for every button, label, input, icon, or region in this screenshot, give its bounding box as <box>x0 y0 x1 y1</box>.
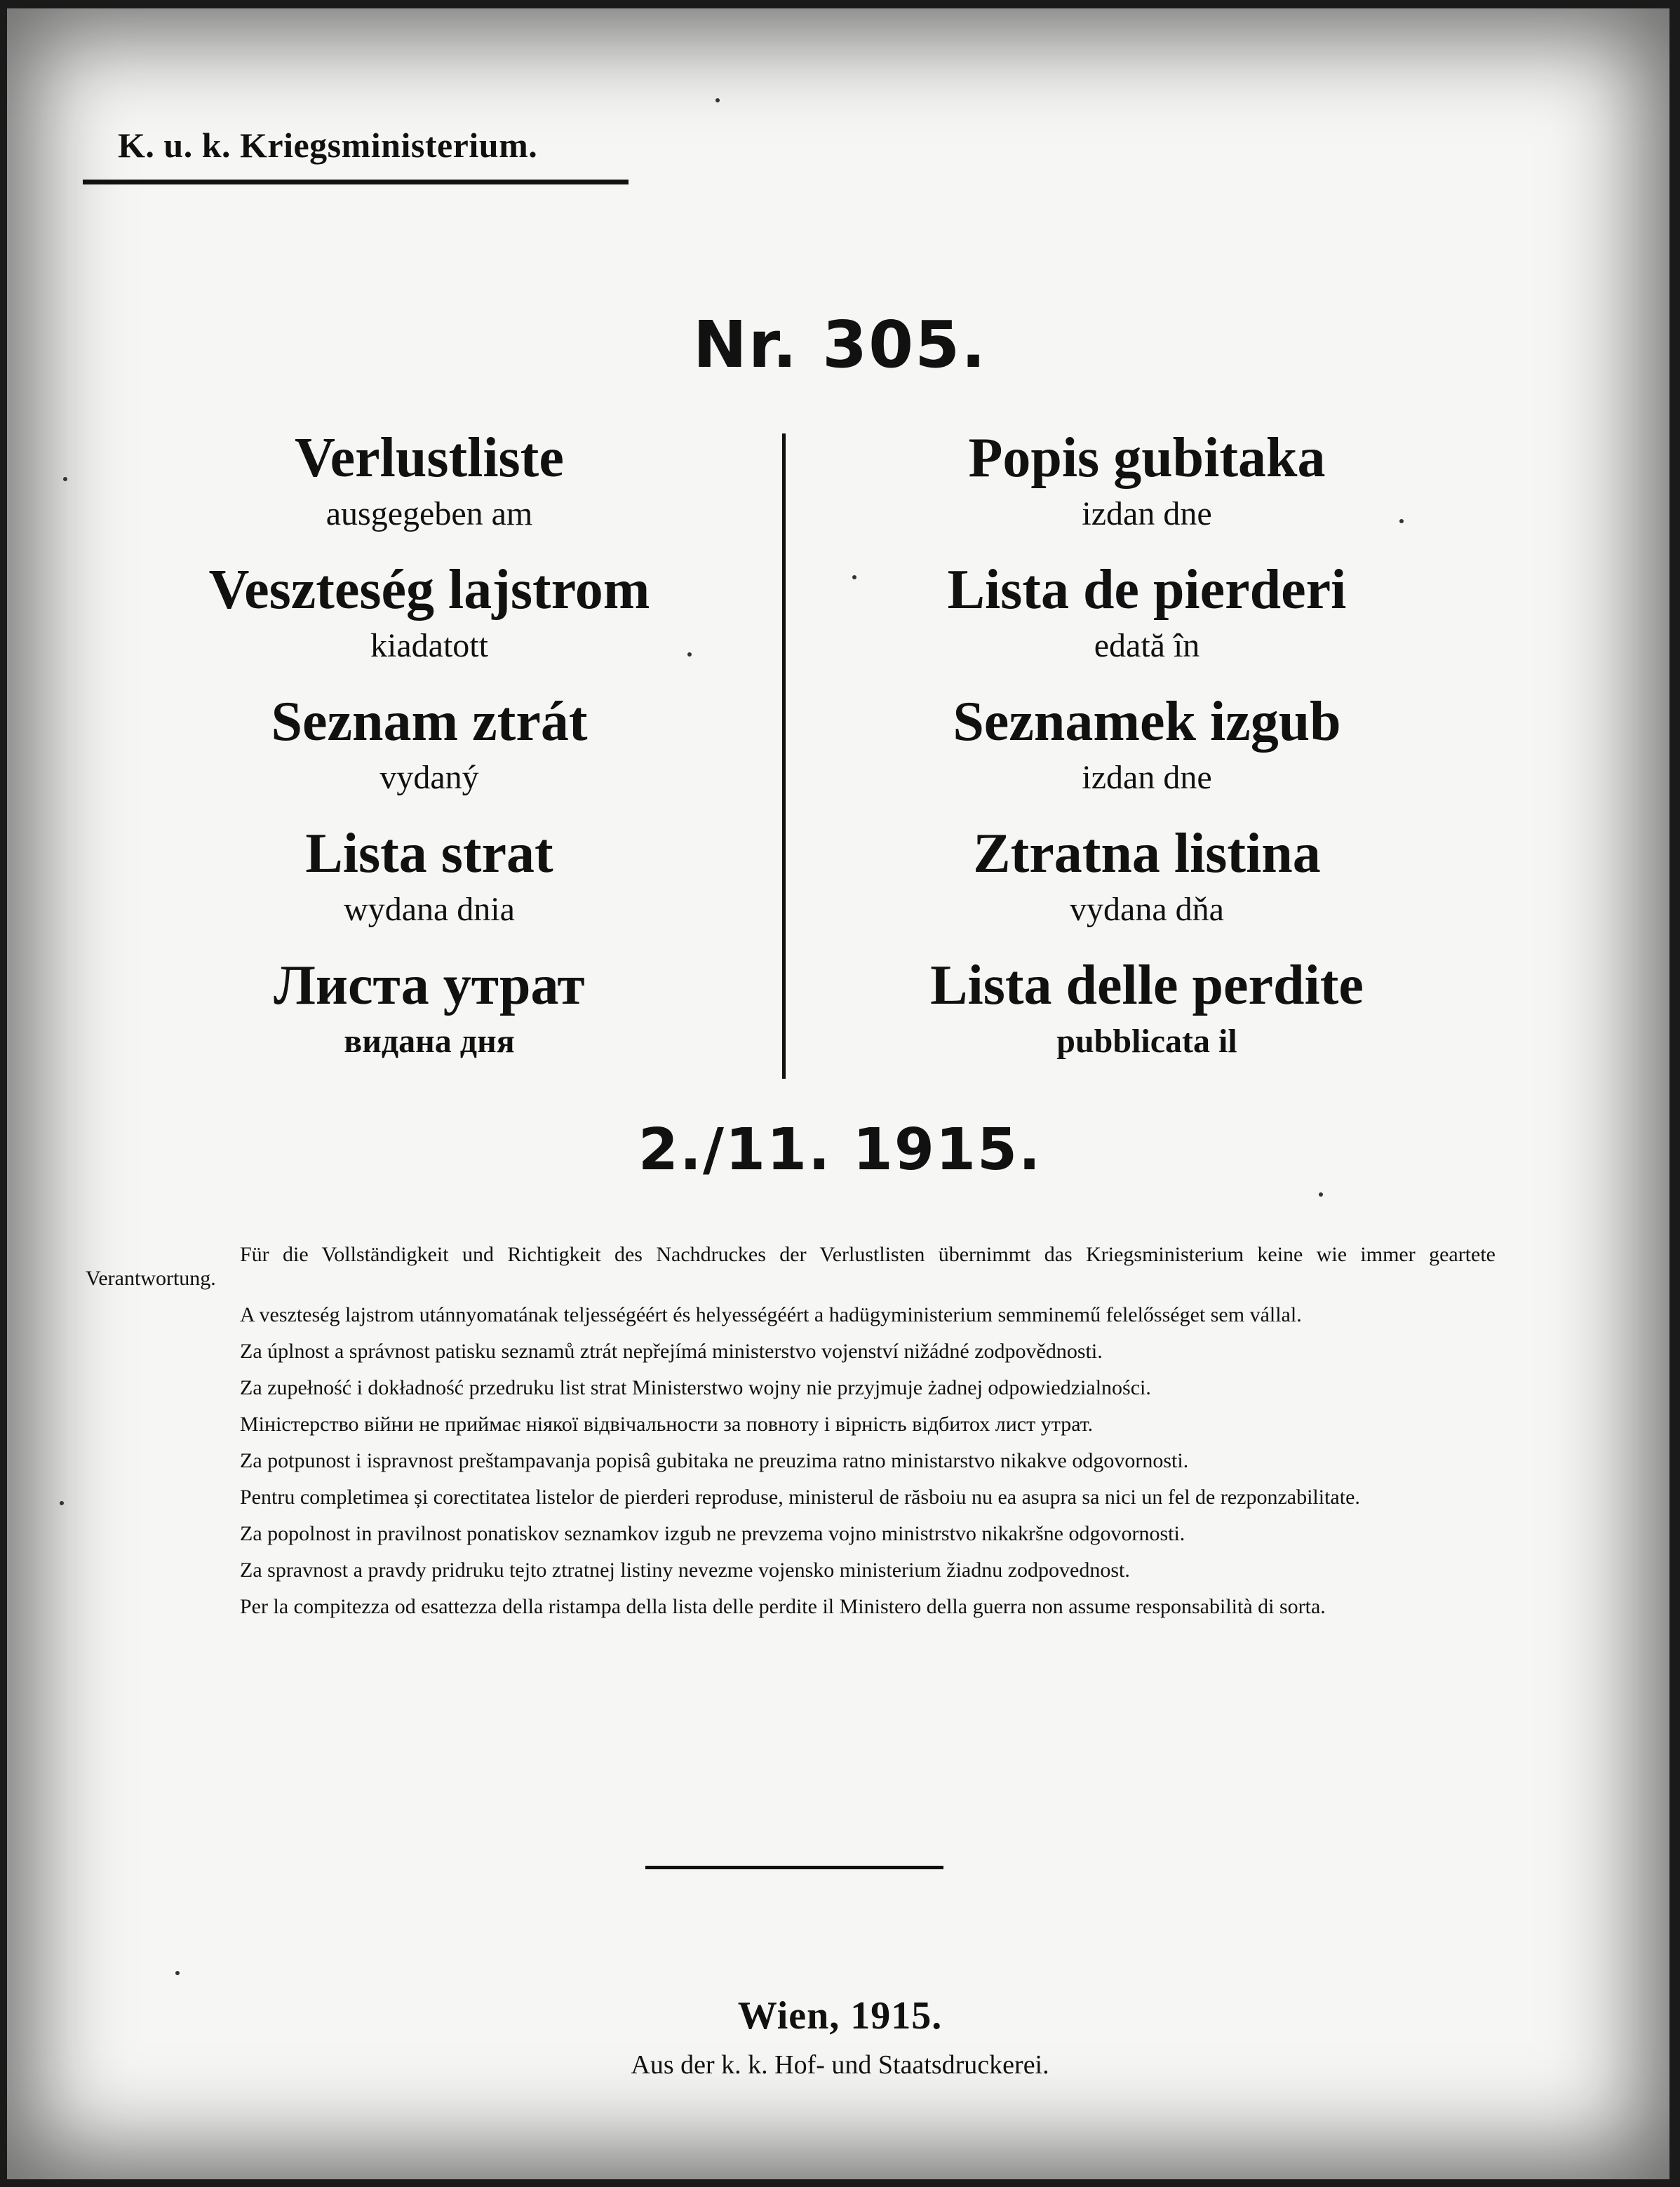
list-subtitle: izdan dne <box>1082 759 1212 796</box>
imprint-printer: Aus der k. k. Hof- und Staatsdruckerei. <box>631 2050 1049 2080</box>
print-speck <box>60 1501 64 1505</box>
list-title: Seznamek izgub <box>953 691 1341 753</box>
list-title: Lista strat <box>305 823 553 884</box>
issue-number: Nr. 305. <box>692 307 988 382</box>
disclaimer-ukrainian: Міністерство війни не приймає ніякої відвічальности за повноту і вірність відбитох лист утрат. <box>240 1413 1094 1436</box>
list-subtitle: vydana dňa <box>1070 891 1224 928</box>
list-title: Листа утрат <box>274 955 585 1016</box>
title-entry <box>796 688 1498 820</box>
print-speck <box>175 1971 180 1975</box>
disclaimer-italian: Per la compitezza od esattezza della ristampa della lista delle perdite il Ministero della guerra non assume responsabilità di sorta. <box>240 1595 1326 1618</box>
disclaimer-romanian: Pentru completimea și corectitatea listelor de pierderi reproduse, ministerul de răsboiu nu ea asupra sa nici un fel de rezponzabilitate. <box>240 1486 1360 1509</box>
title-entry <box>79 556 780 688</box>
print-speck <box>1399 519 1404 523</box>
list-title: Lista delle perdite <box>930 955 1364 1016</box>
header-underline <box>83 180 629 184</box>
title-entry <box>79 952 780 1084</box>
list-subtitle: wydana dnia <box>344 891 515 928</box>
disclaimer-german: Für die Vollständigkeit und Richtigkeit des Nachdruckes der Verlustlisten übernimmt das Kriegsministerium keine wie immer geartete Verantwortung. <box>86 1243 1496 1290</box>
print-speck <box>715 98 720 102</box>
list-subtitle: ausgegeben am <box>325 495 533 532</box>
issue-date: 2./11. 1915. <box>638 1117 1042 1183</box>
list-subtitle: izdan dne <box>1082 495 1212 532</box>
ministry-header: K. u. k. Kriegsministerium. <box>118 126 538 165</box>
list-title: Verlustliste <box>295 427 564 489</box>
list-subtitle: kiadatott <box>370 627 488 664</box>
list-title: Seznam ztrát <box>271 691 588 753</box>
disclaimer-block <box>86 1243 1496 1631</box>
list-subtitle: edată în <box>1094 627 1200 664</box>
titles-right-column <box>796 424 1498 1084</box>
list-title: Popis gubitaka <box>968 427 1326 489</box>
title-entry <box>79 424 780 556</box>
title-entry <box>796 820 1498 952</box>
title-entry <box>796 424 1498 556</box>
print-speck <box>687 652 692 657</box>
list-title: Ztratna listina <box>973 823 1321 884</box>
disclaimer-polish: Za zupełność i dokładność przedruku list strat Ministerstwo wojny nie przyjmuje żadnej odpowiedzialności. <box>240 1376 1151 1399</box>
print-speck <box>63 477 67 481</box>
title-entry <box>79 820 780 952</box>
column-divider <box>782 433 786 1079</box>
title-entry <box>796 952 1498 1084</box>
list-subtitle: видана дня <box>344 1023 515 1060</box>
list-subtitle: pubblicata il <box>1056 1023 1237 1060</box>
imprint-place: Wien, 1915. <box>737 1994 943 2038</box>
footer-rule <box>645 1866 943 1869</box>
titles-left-column <box>79 424 780 1084</box>
list-title: Veszteség lajstrom <box>208 559 650 621</box>
title-entry <box>796 556 1498 688</box>
list-title: Lista de pierderi <box>947 559 1347 621</box>
disclaimer-slovenian: Za popolnost in pravilnost ponatiskov seznamkov izgub ne prevzema vojno ministrstvo nikakršne odgovornosti. <box>240 1522 1185 1545</box>
disclaimer-hungarian: A veszteség lajstrom utánnyomatának teljességéért és helyességéért a hadügyministerium semminemű felelősséget sem vállal. <box>240 1303 1302 1326</box>
title-entry <box>79 688 780 820</box>
print-speck <box>852 575 856 579</box>
list-subtitle: vydaný <box>379 759 479 796</box>
disclaimer-slovak: Za spravnost a pravdy pridruku tejto ztratnej listiny nevezme vojensko ministerium žiadnu zodpovednost. <box>240 1559 1130 1582</box>
disclaimer-czech: Za úplnost a správnost patisku seznamů ztrát nepřejímá ministerstvo vojenství nižádné zodpovědnosti. <box>240 1340 1103 1363</box>
print-speck <box>1319 1192 1323 1197</box>
disclaimer-croatian: Za potpunost i ispravnost preštampavanja popisâ gubitaka ne preuzima ratno ministarstvo nikakve odgovornosti. <box>240 1449 1189 1472</box>
